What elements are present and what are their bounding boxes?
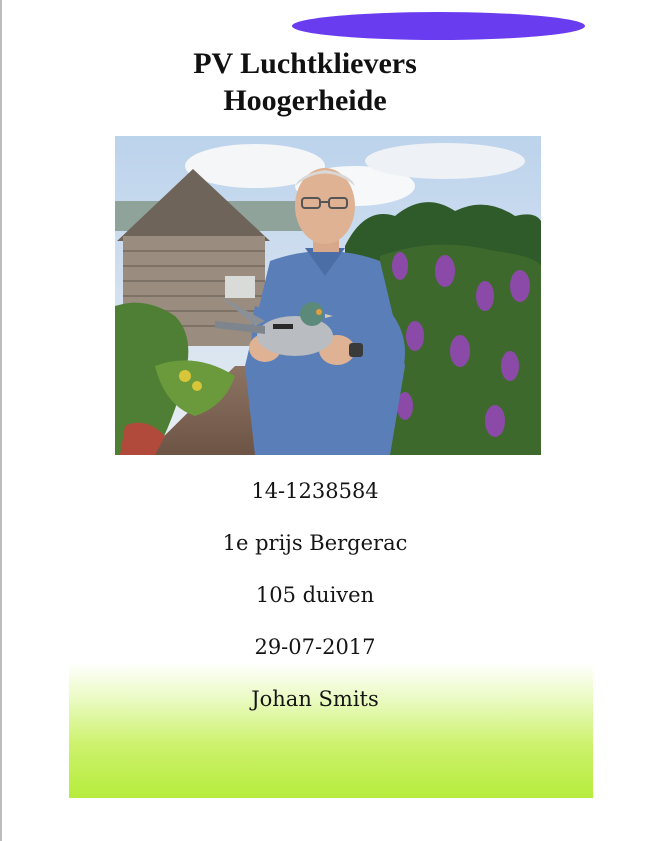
club-name: PV Luchtklievers: [193, 47, 417, 80]
owner-name: Johan Smits: [251, 687, 379, 711]
race-date: 29-07-2017: [254, 635, 376, 659]
bird-count: 105 duiven: [255, 583, 375, 607]
prize-text: 1e prijs Bergerac: [222, 531, 408, 555]
green-gradient-band: [69, 662, 593, 798]
decorative-oval: [292, 12, 585, 40]
club-location: Hoogerheide: [223, 84, 387, 117]
page-left-border: [0, 0, 2, 841]
ring-number: 14-1238584: [251, 479, 379, 503]
man-holding-pigeon-photo: [115, 136, 541, 455]
